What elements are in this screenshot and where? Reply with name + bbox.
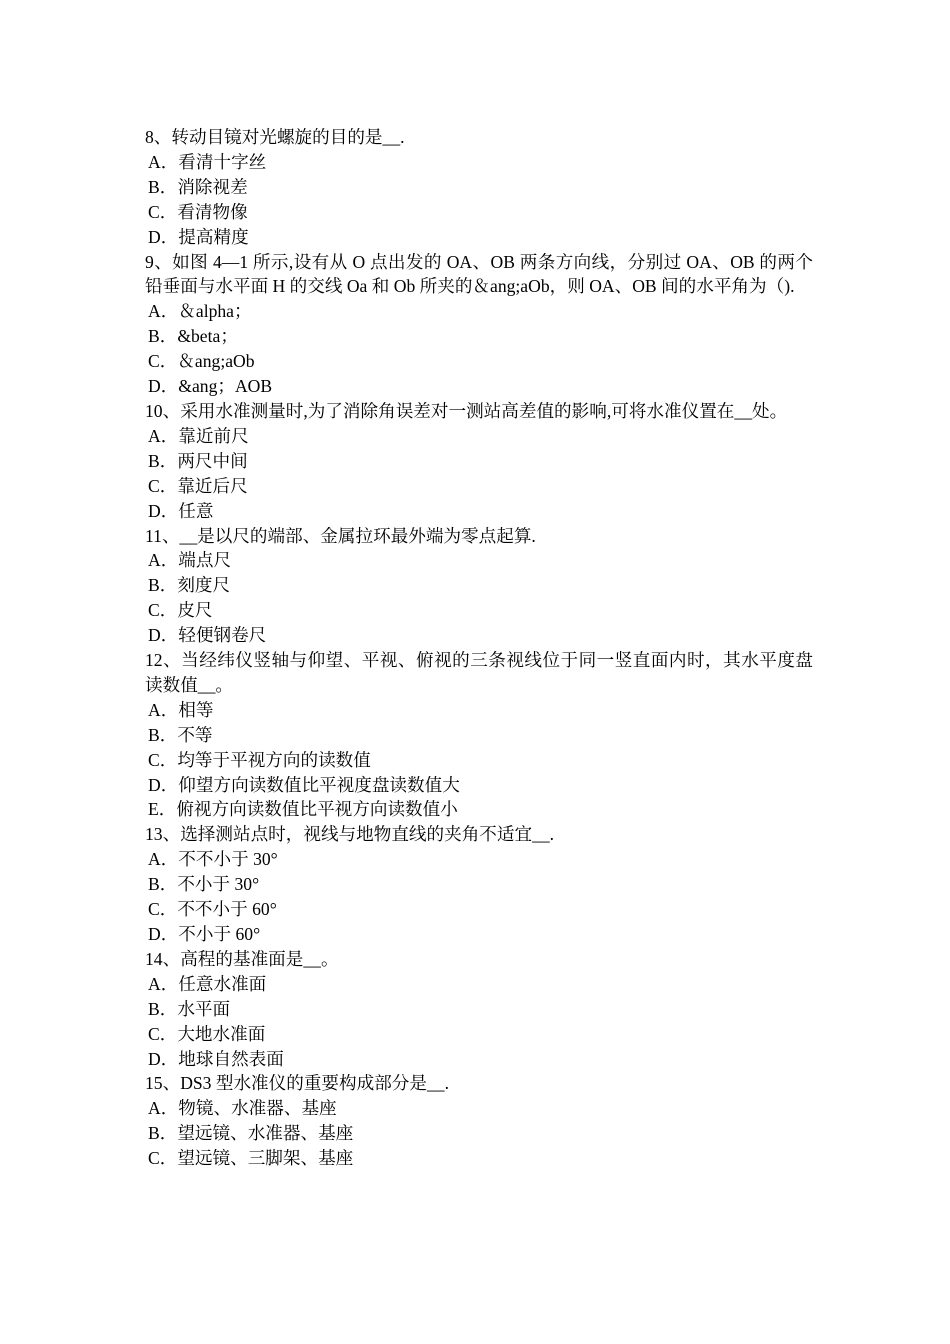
option-b: B．刻度尺 — [148, 575, 231, 596]
question-stem: 13、选择测站点时，视线与地物直线的夹角不适宜__. — [145, 824, 555, 845]
option-b: B．望远镜、水准器、基座 — [148, 1123, 354, 1144]
option-c: C．＆ang;aOb — [148, 351, 255, 372]
option-a: A．端点尺 — [148, 550, 232, 571]
option-a: A．不不小于 30° — [148, 849, 278, 870]
question-stem: 10、采用水准测量时,为了消除角误差对一测站高差值的影响,可将水准仪置在__处。 — [145, 400, 788, 421]
question-9 — [145, 250, 813, 399]
question-list — [145, 125, 813, 1171]
question-stem: 14、高程的基准面是__。 — [145, 948, 339, 969]
option-d: D．地球自然表面 — [148, 1048, 284, 1069]
option-b: B．消除视差 — [148, 176, 248, 197]
question-11 — [145, 524, 813, 649]
option-a: A．物镜、水准器、基座 — [148, 1098, 337, 1119]
question-14 — [145, 947, 813, 1072]
option-b: B．水平面 — [148, 998, 231, 1019]
question-10 — [145, 399, 813, 524]
option-d: D．&ang；AOB — [148, 376, 273, 397]
question-stem: 15、DS3 型水准仪的重要构成部分是__. — [145, 1073, 449, 1094]
option-a: A．靠近前尺 — [148, 425, 249, 446]
question-13 — [145, 822, 813, 947]
option-d: D．仰望方向读数值比平视度盘读数值大 — [148, 774, 460, 795]
question-12 — [145, 648, 813, 822]
question-stem: 12、当经纬仪竖轴与仰望、平视、俯视的三条视线位于同一竖直面内时，其水平度盘读数值__。 — [145, 650, 813, 695]
option-a: A．＆alpha； — [148, 301, 252, 322]
option-a: A．任意水准面 — [148, 973, 267, 994]
option-b: B．两尺中间 — [148, 450, 248, 471]
question-stem: 9、如图 4—1 所示,设有从 O 点出发的 OA、OB 两条方向线，分别过 OA、OB 的两个铅垂面与水平面 H 的交线 Oa 和 Ob 所夹的＆ang;aOb，则 OA、OB 间的水平角为（). — [145, 251, 813, 297]
option-d: D．任意 — [148, 500, 214, 521]
question-stem: 11、__是以尺的端部、金属拉环最外端为零点起算. — [145, 525, 536, 546]
option-a: A．相等 — [148, 699, 214, 720]
option-c: C．大地水准面 — [148, 1023, 266, 1044]
option-e: E．俯视方向读数值比平视方向读数值小 — [148, 799, 458, 820]
question-8 — [145, 125, 813, 250]
option-c: C．看清物像 — [148, 201, 248, 222]
option-c: C．皮尺 — [148, 600, 213, 621]
option-d: D．不小于 60° — [148, 924, 261, 944]
option-c: C．不不小于 60° — [148, 899, 277, 920]
option-c: C．靠近后尺 — [148, 475, 248, 496]
question-stem: 8、转动目镜对光螺旋的目的是__. — [145, 127, 405, 147]
option-d: D．轻便钢卷尺 — [148, 625, 267, 646]
option-b: B．不等 — [148, 724, 213, 745]
option-c: C．均等于平视方向的读数值 — [148, 749, 371, 770]
option-b: B．不小于 30° — [148, 874, 260, 895]
option-a: A．看清十字丝 — [148, 151, 267, 172]
option-c: C．望远镜、三脚架、基座 — [148, 1148, 354, 1169]
option-d: D．提高精度 — [148, 226, 249, 247]
option-b: B．&beta； — [148, 326, 238, 347]
question-15 — [145, 1071, 813, 1171]
